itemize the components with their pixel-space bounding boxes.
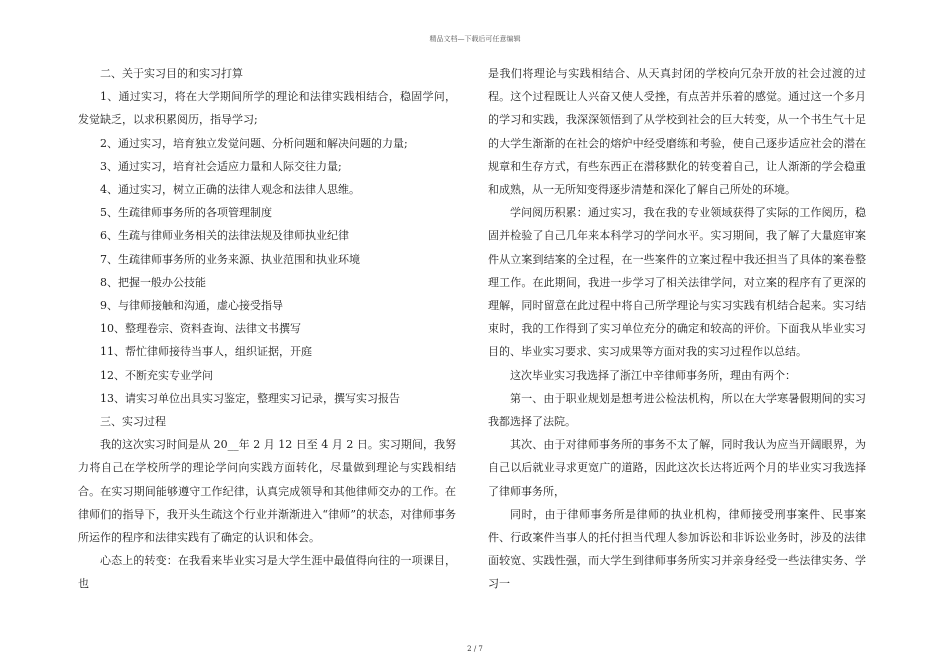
paragraph: 学问阅历积累：通过实习，我在我的专业领域获得了实际的工作阅历，稳固并检验了自己几年来本科学习的学问水平。实习期间，我了解了大量庭审案件从立案到结案的全过程，在一些案件的立案过程中我还担当了具体的案卷整理工作。在此期间，我进一步学习了相关法律学问，对立案的程序有了更深的理解，同时留意在此过程中将自己所学理论与实习实践有机结合起来。实习结束时，我的工作得到了实习单位充分的确定和较高的评价。下面我从毕业实习目的、毕业实习要求、实习成果等方面对我的实习过程作以总结。 bbox=[488, 206, 866, 359]
paragraph: 这次毕业实习我选择了浙江中辛律师事务所，理由有两个： bbox=[510, 368, 796, 382]
page-number: 2 / 7 bbox=[467, 645, 483, 653]
paragraph: 9、与律师接触和沟通，虚心接受指导 bbox=[100, 299, 283, 313]
paragraph: 第一、由于职业规划是想考进公检法机构，所以在大学寒暑假期间的实习我都选择了法院。 bbox=[488, 391, 866, 429]
paragraph: 2、通过实习，培育独立发觉问题、分析问题和解决问题的力量; bbox=[100, 136, 408, 150]
page-header: 精品文档—下载后可任意编辑 bbox=[429, 35, 521, 43]
right-column bbox=[488, 62, 866, 596]
paragraph: 13、请实习单位出具实习鉴定，整理实习记录，撰写实习报告 bbox=[100, 391, 400, 405]
paragraph: 7、生疏律师事务所的业务来源、执业范围和执业环境 bbox=[100, 252, 360, 266]
paragraph: 6、生疏与律师业务相关的法律法规及律师执业纪律 bbox=[100, 229, 349, 243]
paragraph: 我的这次实习时间是从 20__年 2 月 12 日至 4 月 2 日。实习期间，我努力将自己在学校所学的理论学问向实践方面转化，尽量做到理论与实践相结合。在实习期间能够遵守工作纪律，认真完成领导和其他律师交办的工作。在律师们的指导下，我开头生疏这个行业并渐渐进入“律师”的状态，对律师事务所运作的程序和法律实践有了确定的认识和体会。 bbox=[78, 438, 456, 545]
paragraph: 1、通过实习，将在大学期间所学的理论和法律实践相结合，稳固学问，发觉缺乏，以求积累阅历，指导学习; bbox=[78, 90, 456, 127]
paragraph: 10、整理卷宗、资料查询、法律文书撰写 bbox=[100, 322, 301, 336]
paragraph: 同时，由于律师事务所是律师的执业机构，律师接受刑事案件、民事案件、行政案件当事人的托付担当代理人参加诉讼和非诉讼业务时，涉及的法律面较宽、实践性强，而大学生到律师事务所实习并亲身经受一些法律实务、学习一 bbox=[488, 507, 866, 591]
paragraph: 二、关于实习目的和实习打算 bbox=[100, 67, 243, 80]
paragraph: 其次、由于对律师事务所的事务不太了解，同时我认为应当开阔眼界，为自己以后就业寻求更宽广的道路，因此这次长达将近两个月的毕业实习我选择了律师事务所， bbox=[488, 438, 866, 498]
paragraph: 4、通过实习，树立正确的法律人观念和法律人思维。 bbox=[100, 183, 360, 197]
paragraph-continued: 是我们将理论与实践相结合、从天真封闭的学校向冗杂开放的社会过渡的过程。这个过程既让人兴奋又使人受挫，有点苦并乐着的感觉。通过这一个多月的学习和实践，我深深领悟到了从学校到社会的巨大转变，从一个书生气十足的大学生渐渐的在社会的熔炉中经受磨练和考验，使自己逐步适应社会的潜在规章和生存方式，有些东西正在潜移默化的转变着自己，让人渐渐的学会稳重和成熟，从一无所知变得逐步清楚和深化了解自己所处的环境。 bbox=[488, 67, 866, 197]
paragraph: 8、把握一般办公技能 bbox=[100, 275, 206, 289]
left-column bbox=[78, 62, 456, 596]
paragraph: 心态上的转变：在我看来毕业实习是大学生涯中最值得向往的一项课目，也 bbox=[78, 554, 456, 591]
paragraph: 11、帮忙律师接待当事人，组织证据，开庭 bbox=[100, 345, 312, 359]
paragraph: 12、不断充实专业学问 bbox=[100, 368, 213, 382]
paragraph: 3、通过实习，培育社会适应力量和人际交往力量; bbox=[100, 159, 342, 173]
paragraph: 5、生疏律师事务所的各项管理制度 bbox=[100, 206, 272, 220]
section-heading: 三、实习过程 bbox=[100, 415, 166, 429]
